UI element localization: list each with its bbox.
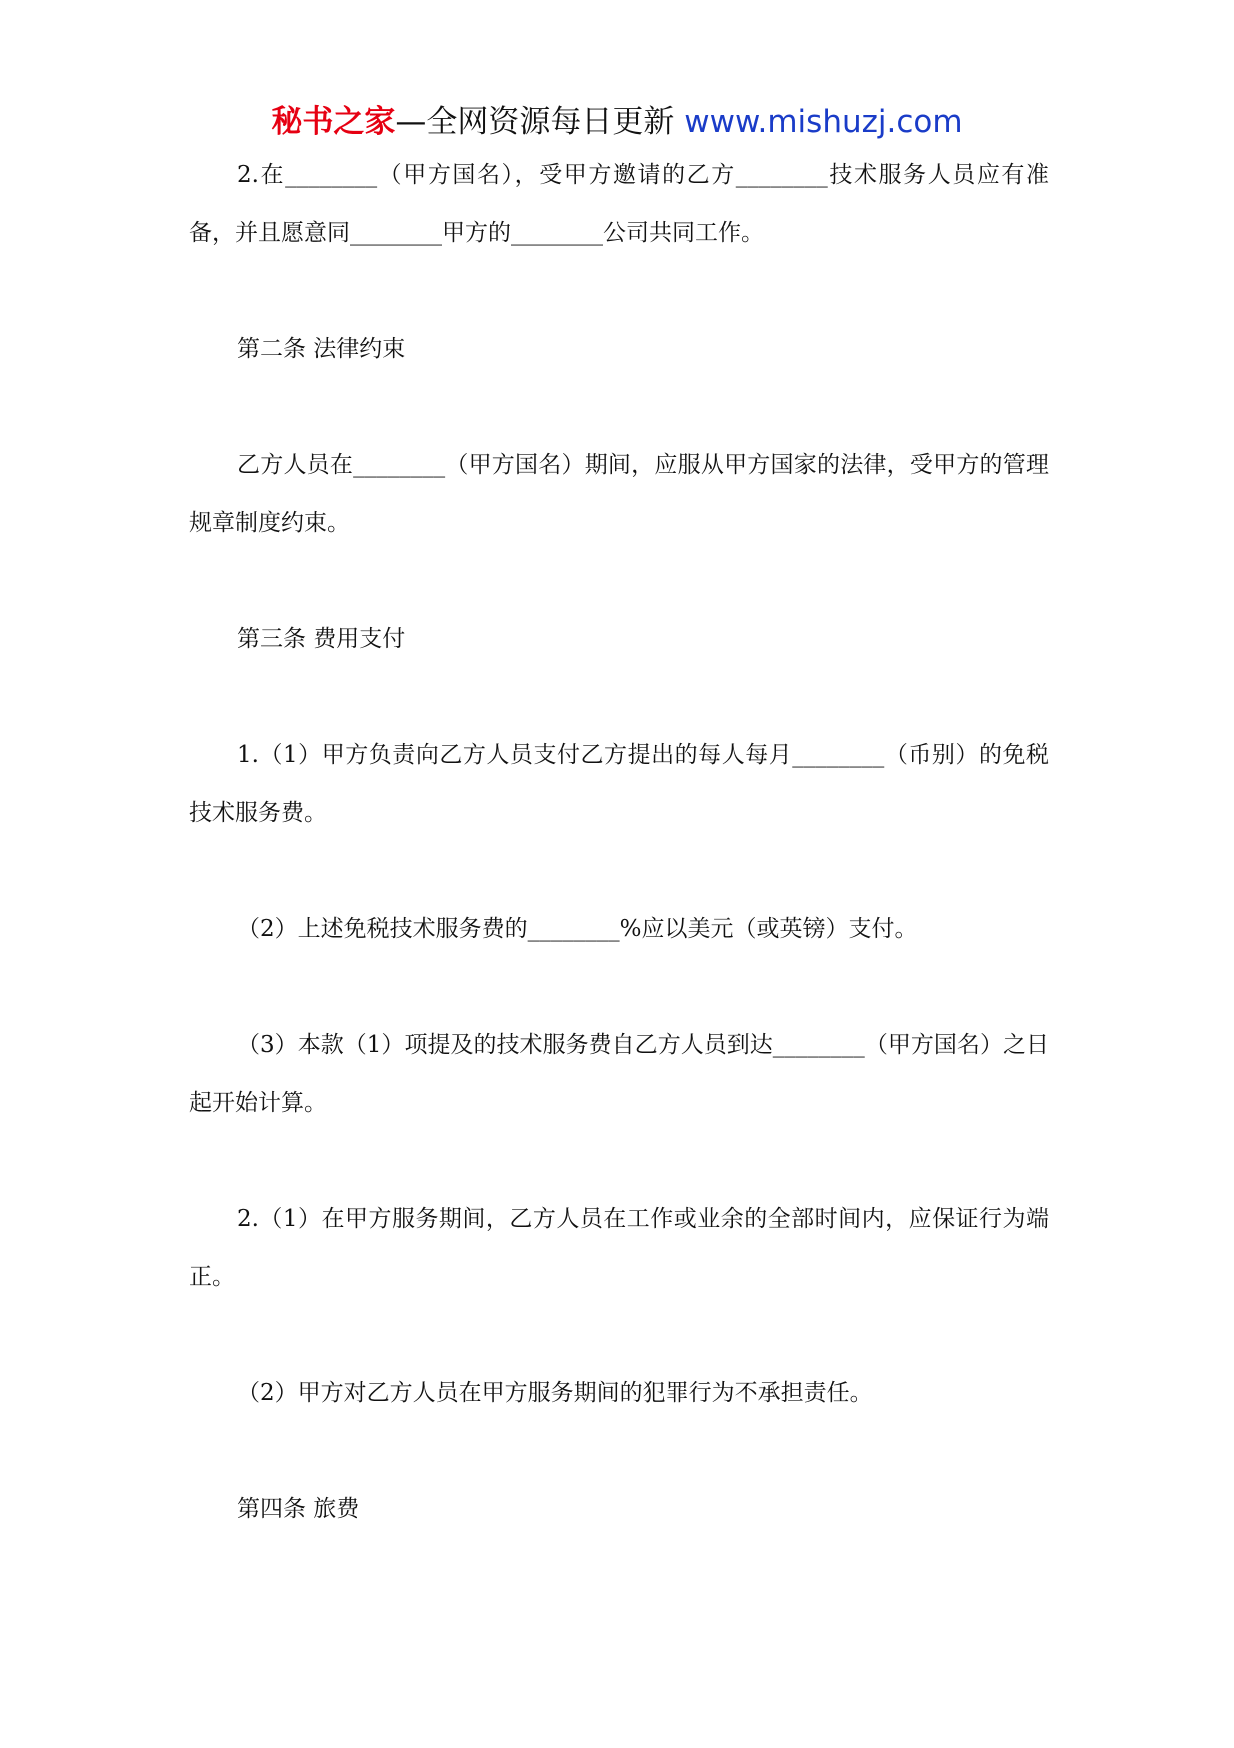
- paragraph-legal-constraint: 乙方人员在________（甲方国名）期间，应服从甲方国家的法律，受甲方的管理规章制度约束。: [189, 452, 1049, 536]
- site-url[interactable]: www.mishuzj.com: [684, 104, 963, 140]
- spacer: [189, 668, 1049, 726]
- site-header: [0, 100, 1234, 144]
- paragraph-fee-2-1: 2.（1）在甲方服务期间，乙方人员在工作或业余的全部时间内，应保证行为端正。: [189, 1206, 1049, 1290]
- site-brand: 秘书之家: [271, 104, 396, 140]
- spacer: [189, 1132, 1049, 1190]
- spacer: [189, 378, 1049, 436]
- paragraph-fee-1-1: 1.（1）甲方负责向乙方人员支付乙方提出的每人每月________（币别）的免税技术服务费。: [189, 742, 1049, 826]
- site-tagline: —全网资源每日更新: [395, 104, 685, 140]
- spacer: [189, 1422, 1049, 1480]
- paragraph-clause-1-item-2: 2.在________（甲方国名），受甲方邀请的乙方________技术服务人员应有准备，并且愿意同________甲方的________公司共同工作。: [189, 162, 1049, 246]
- paragraph-fee-2-2: （2）甲方对乙方人员在甲方服务期间的犯罪行为不承担责任。: [237, 1380, 873, 1406]
- spacer: [189, 842, 1049, 900]
- paragraph-fee-1-3: （3）本款（1）项提及的技术服务费自乙方人员到达________（甲方国名）之日起开始计算。: [189, 1032, 1049, 1116]
- document-body: [189, 146, 1049, 1538]
- heading-article-2: 第二条 法律约束: [237, 336, 406, 362]
- paragraph-fee-1-2: （2）上述免税技术服务费的________%应以美元（或英镑）支付。: [237, 916, 918, 942]
- heading-article-4: 第四条 旅费: [237, 1496, 360, 1522]
- spacer: [189, 262, 1049, 320]
- spacer: [189, 1306, 1049, 1364]
- heading-article-3: 第三条 费用支付: [237, 626, 406, 652]
- spacer: [189, 958, 1049, 1016]
- spacer: [189, 552, 1049, 610]
